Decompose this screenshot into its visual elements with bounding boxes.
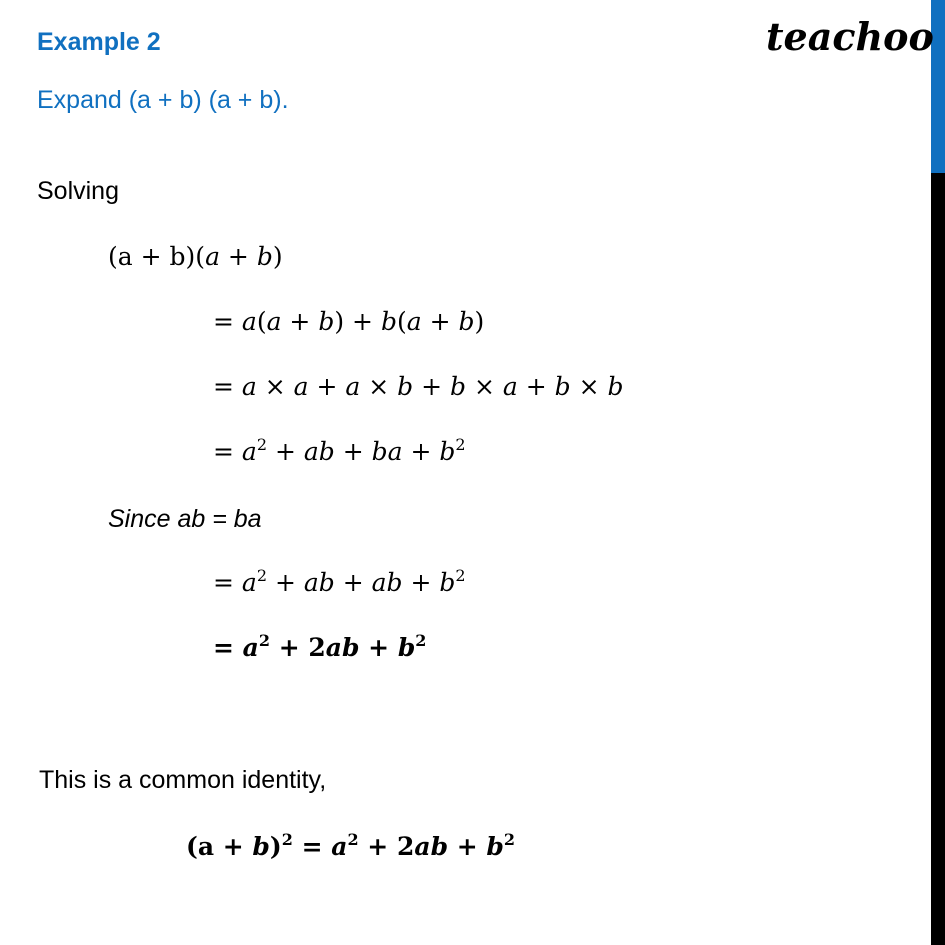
math-step-2: = a × a + a × b + b × a + b × b	[213, 372, 624, 401]
math-step-5-result: = $a^2 + 2ab + b^2$	[213, 631, 427, 662]
math-step-3: = $a^2$ + ab + ba + $b^2$	[213, 435, 466, 466]
question-text: Expand (a + b) (a + b).	[37, 86, 289, 114]
side-accent-bar-black	[931, 173, 945, 945]
math-step-1: = a(a + b) + b(a + b)	[213, 307, 485, 336]
conclusion-text: This is a common identity,	[39, 766, 327, 794]
solving-label: Solving	[37, 177, 119, 205]
math-step-0: (a + b)(a + b)	[108, 242, 283, 271]
side-accent-bar	[931, 0, 945, 945]
math-step-4: = $a^2$ + ab + ab + $b^2$	[213, 566, 466, 597]
identity-formula: $(a + b)^2 = a^2 + 2ab + b^2$	[186, 830, 516, 861]
teachoo-logo: teachoo	[766, 14, 934, 59]
example-title: Example 2	[37, 28, 161, 56]
since-note: Since ab = ba	[108, 505, 262, 533]
